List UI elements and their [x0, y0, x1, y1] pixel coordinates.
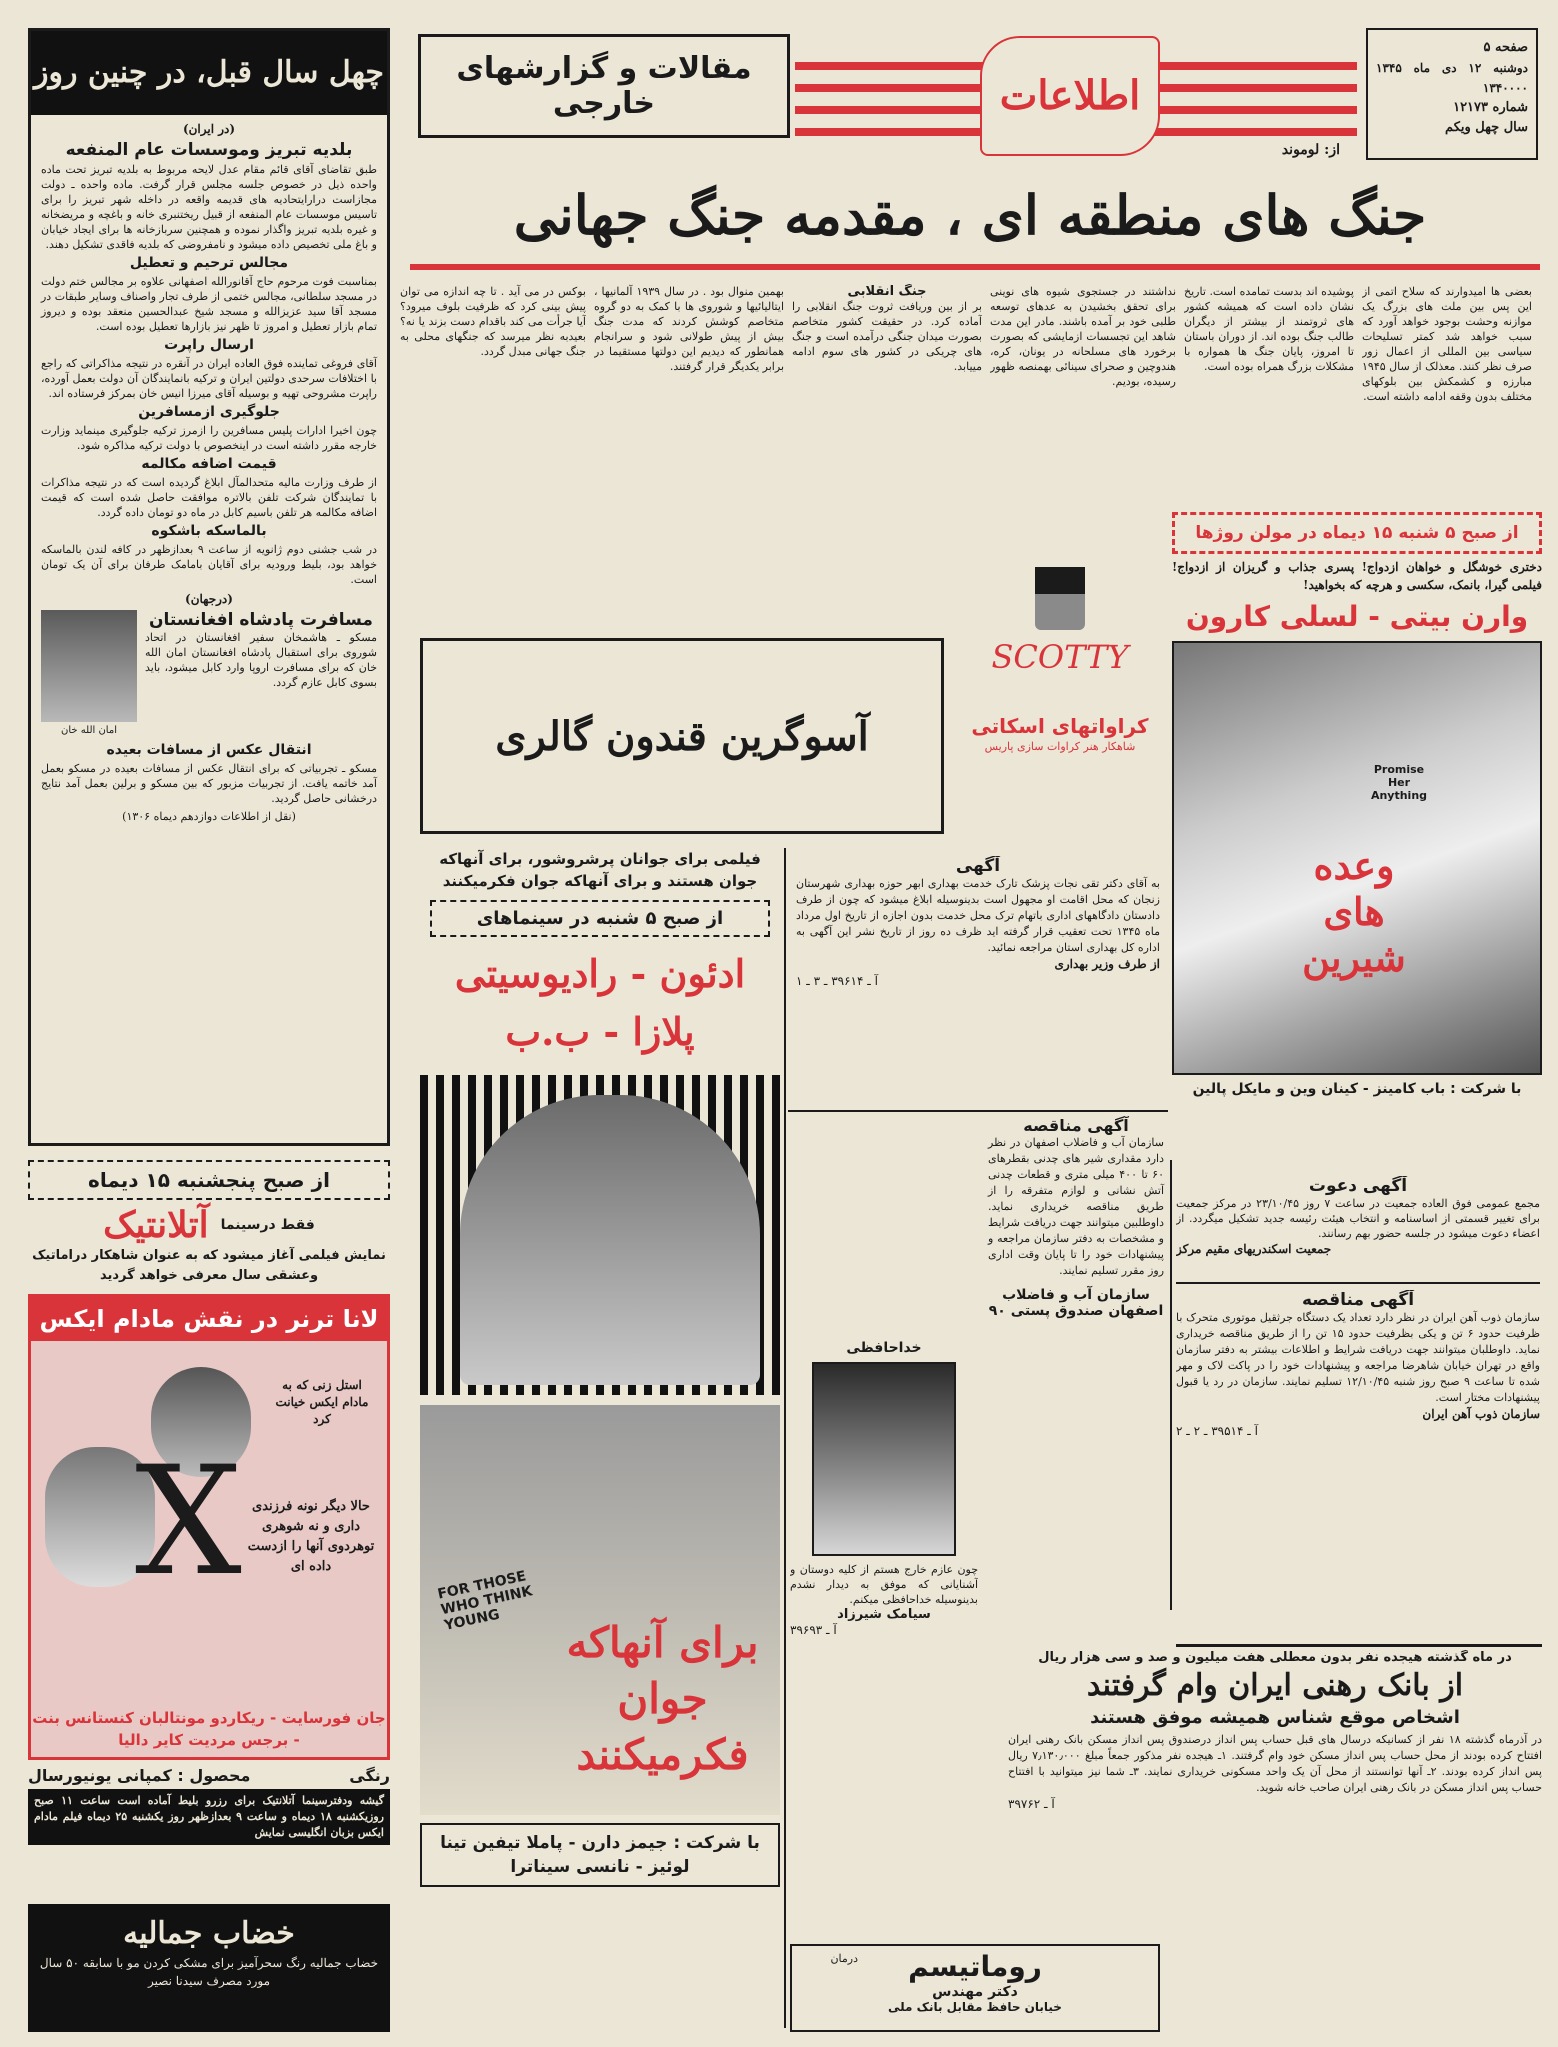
young-ad	[420, 848, 780, 2028]
section-title: مقالات و گزارشهای خارجی	[456, 51, 752, 121]
issue-line: شماره ۱۲۱۷۳	[1453, 100, 1528, 115]
king-block	[41, 610, 377, 739]
bank-sub: اشخاص موقع شناس همیشه موفق هستند	[1090, 1707, 1460, 1728]
invite-sig: جمعیت اسکندریهای مقیم مرکز	[1176, 1242, 1332, 1256]
rheum-doctor: دکتر مهندس	[932, 1984, 1018, 2000]
atlantic-desc: نمایش فیلمی آغاز میشود که به عنوان شاهکار دراماتیک وعشقی سال معرفی خواهد گردید	[32, 1248, 386, 1283]
young-title: برای آنهاکه جوان فکرمیکنند	[566, 1618, 759, 1779]
bank-body: در آذرماه گذشته ۱۸ نفر از کسانیکه درسال های قبل حساب پس انداز درصندوق پس انداز مسکن بانک رهنی ایران افتتاح کرده بودند از محل حساب پس انداز مسکن خود وام گرفتند. ۱ـ هیجده نفر مذکور جمعاً مبلغ ۷٫۱۳۰٫۰۰۰ ریال پس انداز کرده بودند. ۲ـ آنها توانستند از محل آن یک واحد مسکونی خریداری نمایند. ۳ـ شما نیز میتوانید با افتتاح حساب پس انداز مسکن در بانک رهنی ایران صاحب خانه شوید.	[1008, 1733, 1542, 1794]
body-6: در شب جشنی دوم ژانویه از ساعت ۹ بعدازظهر در کافه لندن بالماسکه خواهد بود، بلیط ورودیه برای آقایان بامامک طرفان برای آن یک تومان است.	[41, 543, 378, 586]
health-notice-body: به آقای دکتر تقی نجات پزشک تارک خدمت بهداری ابهر حوزه بهداری شهرستان زنجان که محل اقامت او مجهول است بدینوسیله ابلاغ میشود که چون از طرف دادستان دادگاههای اداری باتهام ترک محل خدمت بدون اجازه از تاریخ اول مرداد ماه ۱۳۴۵ تحت تعقیب قرار گرفته اید ظرف ده روز از تاریخ نشر این آگهی به اداره کل بهداری استان مراجعه نمائید.	[796, 877, 1161, 954]
article-col-4: بر از بین وریافت ثروت جنگ انقلابی را آماده کرد. در حقیقت کشور متخاصم بصورت میدان جنگی درآمده است و جنگ های چریکی در کشور های سوم ادامه مییابد.	[792, 300, 982, 373]
tie-title: کراواتهای اسکاتی	[971, 714, 1149, 738]
year-line: سال چهل ویکم	[1445, 120, 1528, 135]
ettelaat-logo	[980, 36, 1160, 156]
farewell-notice	[790, 1340, 978, 1680]
article-source: از: لوموند	[1281, 142, 1340, 158]
headline-6: بالماسکه باشکوه	[151, 523, 267, 539]
madam-prod: محصول : کمپانی یونیورسال	[28, 1766, 251, 1785]
sweet-poster	[1172, 641, 1542, 1075]
headline-2: مجالس ترحیم و تعطیل	[129, 255, 289, 271]
henna-text: خضاب جمالیه رنگ سحرآمیز برای مشکی کردن مو با سابقه ۵۰ سال مورد مصرف سیدنا نصیر	[39, 1956, 379, 1988]
article-subhead: جنگ انقلابی	[847, 284, 927, 299]
rheum-top: درمان	[830, 1952, 858, 1965]
issue-info-box	[1366, 28, 1538, 160]
sweet-box-title: از صبح ۵ شنبه ۱۵ دیماه در مولن روژها	[1172, 512, 1542, 554]
article-headline: جنگ های منطقه ای ، مقدمه جنگ جهانی	[513, 183, 1427, 247]
madam-color: رنگی	[349, 1766, 390, 1785]
sub-iran: (در ایران)	[182, 122, 236, 136]
article-col-3: نداشتند در جستجوی شیوه های نوینی برای تحقق بخشیدن به عدهای توسعه طلبی خود بر آمده باشند. مادر این مدت شاهد این تجسسات ازمایشی که بصورت برخورد های مسلحانه در یونان، کره، هندوچین و صحرای سینائی بهمنصه ظهور رسیده، بودیم.	[990, 285, 1176, 388]
farewell-body: چون عازم خارج هستم از کلیه دوستان و آشنایانی که موفق به دیدار نشدم بدینوسیله خداحافظی میکنم.	[790, 1563, 978, 1606]
tie-ad	[960, 540, 1160, 840]
young-credits: با شرکت : جیمز دارن - پاملا تیفین تینا لوئیز - نانسی سیناترا	[420, 1823, 780, 1887]
bank-code: آ ـ ۳۹۷۶۲	[1008, 1797, 1055, 1811]
sweet-poster-en: Promise Her Anything	[1370, 763, 1428, 802]
forty-years-column	[28, 28, 390, 1146]
farewell-code: آ ـ ۳۹۶۹۳	[790, 1623, 837, 1637]
forty-years-body	[31, 115, 387, 831]
sweet-stars: وارن بیتی - لسلی کارون	[1185, 600, 1529, 633]
henna-title: خضاب جمالیه	[123, 1916, 295, 1951]
rheum-name: روماتیسم	[908, 1950, 1042, 1983]
farewell-title: خداحافظی	[846, 1340, 922, 1356]
madam-x-icon: X	[135, 1435, 242, 1609]
health-notice-sig: از طرف وزیر بهداری	[1054, 957, 1160, 971]
body-8: مسکو ـ تجربیاتی که برای انتقال عکس از مسافات بعیده در مسکو بعمل آمد خاتمه یافت. از تجربیات مزبور که بین مسکو و برلین بعمل آمد نتایج درخشانی حاصل گردید.	[41, 762, 377, 805]
young-box: از صبح ۵ شنبه در سینماهای	[430, 900, 770, 937]
section-title-box	[418, 34, 790, 138]
carpet-ad-text: آسوگرین قندون گالری	[495, 712, 869, 760]
health-notice	[788, 856, 1168, 1106]
sweet-title: وعده های شیرین	[1302, 843, 1406, 980]
atlantic-ad	[28, 1160, 390, 1888]
body-3: آقای فروغی تماینده فوق العاده ایران در آنقره در نتیجه مذاکراتی که راجع با اختلافات سرحدی دولتین ایران و ترکیه بانمایندگان آن دولت بعمل آورده، راپرت مشروحی تهیه و بوسیله آقای میرزا انیس خان بمرکز فرستاده اند.	[41, 357, 377, 400]
young-cinemas: ادئون - رادیوسیتی پلازا - ب.ب	[454, 951, 746, 1054]
king-photo	[41, 610, 137, 722]
madam-note: گیشه ودفترسینما آتلانتیک برای رزرو بلیط آماده است ساعت ۱۱ صبح روزیکشنبه ۱۸ دیماه و ساعت ۹ بعدازظهر روز یکشنبه ۲۵ دیماه فیلم مادام ایکس بزبان انگلیسی نمایش	[28, 1789, 390, 1845]
atlantic-name: آتلانتیک	[103, 1204, 209, 1246]
carpet-ad	[420, 638, 944, 834]
atlantic-name-row	[28, 1204, 390, 1246]
right-col-rule	[1170, 1160, 1172, 1610]
sweet-promises-ad	[1172, 512, 1542, 1156]
madam-text: حالا دیگر نونه فرزندی داری و نه شوهری توهردوی آنها را ازدست داده ای	[247, 1499, 375, 1574]
source-note: (نقل از اطلاعات دوازدهم دیماه ۱۳۰۶)	[122, 810, 296, 823]
steel-tender-title: آگهی مناقصه	[1301, 1290, 1415, 1310]
tie-sub: شاهکار هنر کراوات سازی پاریس	[984, 740, 1136, 753]
bank-kicker: در ماه گذشته هیجده نفر بدون معطلی هفت میلیون و صد و سی هزار ریال	[1038, 1650, 1512, 1665]
king-caption: امان الله خان	[61, 725, 117, 736]
body-7: مسکو ـ هاشمخان سفیر افغانستان در اتحاد شوروی برای استقبال پادشاه افغانستان امان الله خان که برای مسافرت اروپا وارد کابل میشود، باید بسوی کابل عازم گردد.	[145, 631, 377, 689]
headline-4: جلوگیری ازمسافرین	[138, 404, 280, 420]
headline-8: انتقال عکس از مسافات بعیده	[106, 742, 312, 758]
sub-world: (درجهان)	[185, 592, 233, 606]
steel-tender-code: آ ـ ۳۹۵۱۴ ـ ۲ ـ ۲	[1176, 1424, 1258, 1438]
invite-rule	[1176, 1282, 1540, 1284]
steel-tender	[1176, 1290, 1540, 1650]
headline-1: بلدیه تبریز وموسسات عام المنفعه	[65, 140, 353, 160]
headline-3: ارسال راپرت	[164, 337, 254, 353]
water-tender-body: سازمان آب و فاضلاب اصفهان در نظر دارد مقداری شیر های چدنی بقطرهای ۶۰ تا ۴۰۰ میلی متری و قطعات چدنی آتش نشانی و لوازم متفرقه را از طریق مناقصه خریداری نماید. داوطلبین میتوانند جهت دریافت شرایط و مشخصات به دفتر سازمان مراجعه و پیشنهادات خود را تا پایان وقت اداری روز مقرر تسلیم نمایند.	[988, 1136, 1164, 1277]
bank-article	[1008, 1650, 1542, 2030]
scotty-brand: SCOTTY	[991, 638, 1129, 676]
article-col-6: بوکس در می آید . تا چه اندازه می توان پیش بینی کرد که ظرفیت بلوف میرود؟ آیا جرأت می کند باقدام دست بزند یا نه؟ بعیدبه نظر میرسد که جنگهای محلی به جنگ جهانی مبدل گردد.	[400, 285, 586, 358]
madam-quote: استل زنی که به مادام ایکس خیانت کرد	[275, 1378, 369, 1426]
notice-rule-1	[788, 1110, 1168, 1112]
sweet-tagline: دختری خوشگل و خواهان ازدواج! پسری جذاب و گریزان از ازدواج! فیلمی گیرا، بانمک، سکسی و هرچه که بخواهید!	[1172, 560, 1542, 592]
headline-5: قیمت اضافه مکالمه	[141, 456, 277, 472]
henna-ad	[28, 1904, 390, 2032]
forty-years-header: چهل سال قبل، در چنین روز	[31, 31, 387, 115]
body-5: از طرف وزارت مالیه متحدالمآل ابلاغ گردیده است که در نتیجه مذاکرات با تمایندگان شرکت تلفن بالاتره موافقت حاصل شده است که قیمت اضافه مکالمه هر تلفن باسیم کابل در ماه دو تومان داده گردد.	[41, 476, 377, 519]
steel-tender-sig: سازمان ذوب آهن ایران	[1422, 1407, 1540, 1421]
farewell-sig: سیامک شیرزاد	[837, 1607, 931, 1622]
madam-cast: جان فورسایت - ریکاردو مونتالبان کنستانس بنت - برجس مردیت کایر دالیا	[32, 1709, 386, 1749]
headline-7: مسافرت پادشاه افغانستان	[149, 610, 373, 630]
atlantic-only: فقط درسینما	[220, 1217, 315, 1233]
article-col-5: بهمین منوال بود . در سال ۱۹۳۹ آلمانیها ، ایتالیائیها و شوروی ها با کمک به دو گروه متخاصم کوشش کردند که مدت جنگ بیش از پیش طولانی شود و سرانجام همانطور که دیدیم این دولتها مستقیما در برابر یکدیگر قرار گرفتند.	[594, 285, 784, 373]
invite-title: آگهی دعوت	[1308, 1176, 1408, 1196]
young-poster	[420, 1075, 780, 1815]
logo-text: اطلاعات	[999, 72, 1141, 119]
madam-poster	[28, 1294, 390, 1760]
young-photo-couple	[460, 1095, 760, 1385]
article-col-4-wrap	[792, 284, 982, 614]
scotty-figure-icon	[1035, 540, 1085, 630]
steel-tender-body: سازمان ذوب آهن ایران در نظر دارد تعداد یک دستگاه جرثقیل موتوری متحرک با ظرفیت حدود ۶ تن و یکی بظرفیت حدود ۱۵ تن را از طریق مناقصه خریداری نماید. داوطلبان میتوانند جهت دریافت شرایط و اطلاعات بیشتر به دفتر سازمان واقع در تهران خیابان شاهرضا مراجعه و پیشنهادات خود را در پاکت لاک و مهر شده تا ساعت ۹ صبح روز شنبه ۱۲/۱۰/۴۵ تسلیم نمایند. سازمان در رد یا قبول پیشنهادات مختار است.	[1176, 1311, 1540, 1404]
health-notice-title: آگهی	[955, 856, 1001, 876]
farewell-photo	[812, 1362, 956, 1556]
water-tender-sig: سازمان آب و فاضلاب اصفهان صندوق پستی ۹۰	[988, 1287, 1164, 1319]
headline-red-rule	[410, 264, 1540, 270]
body-4: چون اخیرا ادارات پلیس مسافرین را ازمرز ترکیه جلوگیری مینماید وزارت خارجه مقرر داشته است در اینخصوص با دولت ترکیه مذاکره شود.	[41, 424, 377, 452]
body-1: طبق تقاضای آقای قائم مقام عدل لایحه مربوط به بلدیه تبریز تحت ماده واحده ذیل در خصوص جلسه مجلس قرار گرفت. ماده واحده ـ دولت مجازاست درارایتحادیه های قدیمه واقعه در داخله شهر تبریز را برای تاسیس موسسات عام المنفعه از قبیل ریختنبری خانه و باغچه و مریضخانه و غیره بلدیه تبریز واگذار نموده و همچنین سربازخانه ها برای ایجاد خیابان و باغ ملی تخصیص داده میشود و نامفروضی که بلدیه فاقدی تشکیل دهند.	[41, 163, 377, 251]
young-top: فیلمی برای جوانان پرشروشور، برای آنهاکه جوان هستند و برای آنهاکه جوان فکرمیکنند	[439, 850, 761, 890]
atlantic-date: از صبح پنجشنبه ۱۵ دیماه	[28, 1160, 390, 1200]
article-col-2: پوشیده اند بدست تمامده است. تاریخ نشان داده است که همیشه کشور های ثروتمند از بیشتر از دیگران طالب جنگ بوده اند. از دوران باستان تا امروز، پایان جنگ ها همواره با مشکلات بزرگ همراه بوده است.	[1184, 285, 1354, 373]
madam-footer-row	[28, 1766, 390, 1785]
article-col-1: بعضی ها امیدوارند که سلاح اتمی از این پس بین ملت های بزرگ یک موازنه وحشت بوجود خواهد آورد که سبب خواهد شد کمتر تسلیحات سیاسی بین المللی از اعمال زور صرف نظر کنند. معذلک از سال ۱۹۴۵ مبارزه و کشمکش بین بلوکهای مختلف بدون وقفه ادامه داشته است.	[1362, 285, 1532, 403]
page-label: صفحه ۵	[1483, 40, 1528, 55]
notices-col-rule	[784, 848, 786, 2028]
bank-headline: از بانک رهنی ایران وام گرفتند	[1086, 1668, 1464, 1703]
date-line: دوشنبه ۱۲ دی ماه ۱۳۴۵ ۱۳۴۰۰۰۰	[1376, 61, 1529, 95]
rheum-addr: خیابان حافظ مقابل بانک ملی	[888, 2000, 1062, 2014]
invitation-notice	[1176, 1176, 1540, 1296]
invite-body: مجمع عمومی فوق العاده جمعیت در ساعت ۷ روز ۲۳/۱۰/۴۵ در مرکز جمعیت برای تغییر قسمتی از اساسنامه و انتخاب هیئت رئیسه جدید تشکیل میگردد. از اعضاء دعوت میشود در جلسه حضور بهم رسانند.	[1176, 1197, 1540, 1240]
young-en: FOR THOSE WHO THINK YOUNG	[436, 1568, 534, 1634]
sweet-credits: با شرکت : باب کامینز - کینان وین و مایکل پالین	[1192, 1081, 1522, 1097]
health-notice-code: آ ـ ۳۹۶۱۴ ـ ۳ ـ ۱	[796, 974, 878, 988]
madam-title: لانا ترنر در نقش مادام ایکس	[31, 1297, 387, 1341]
body-2: بمناسبت فوت مرحوم حاج آقانورالله اصفهانی علاوه بر مجالس ختم دولت در مسجد سلطانی، مجالس ختمی از طرف تجار واصناف وسایر طبقات در مسجد آقا سید عزیزالله و مسجد شیخ عبدالحسین منعقد بوده و دیروز تمام بازار تعطیل و امروز تا ظهر نیز بازارها تعطیل بوده است.	[41, 275, 377, 333]
water-tender-title: آگهی مناقصه	[1023, 1116, 1129, 1135]
